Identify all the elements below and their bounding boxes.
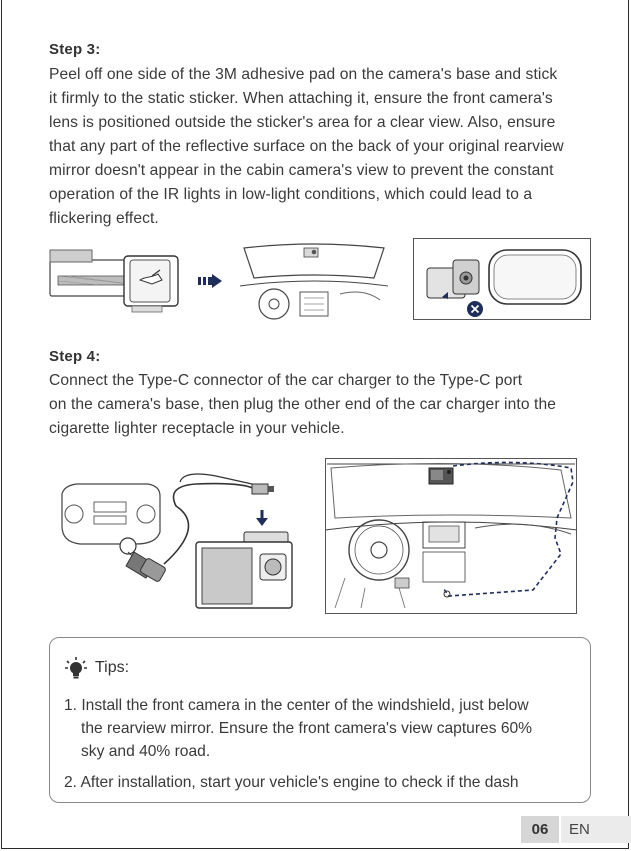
tip-item: [64, 771, 584, 794]
tips-header: [65, 656, 129, 680]
step-4-line: on the camera's base, then plug the other end of the car charger into the: [49, 396, 556, 413]
tip-item: [64, 694, 584, 763]
tips-box: [49, 637, 591, 803]
page-number: 06: [521, 816, 559, 843]
step-4-title: Step 4:: [49, 348, 101, 365]
step-4-line: cigarette lighter receptacle in your vehicle.: [49, 420, 345, 437]
step-3-title: Step 3:: [49, 41, 101, 58]
tips-list: [64, 694, 584, 802]
step-4-text: [49, 369, 609, 441]
camera-adhesive-illustration: [48, 248, 183, 314]
step-3-line: operation of the IR lights in low-light conditions, which could lead to a: [49, 186, 533, 203]
tip-line: 1. Install the front camera in the center of the windshield, just below: [64, 697, 529, 714]
step-3-line: lens is positioned outside the sticker's area for a clear view. Also, ensure: [49, 114, 556, 131]
step-3-line: that any part of the reflective surface on the back of your original rearview: [49, 138, 564, 155]
step-4-line: Connect the Type-C connector of the car charger to the Type-C port: [49, 372, 523, 389]
tip-line: sky and 40% road.: [81, 743, 211, 760]
language-label: EN: [561, 816, 631, 843]
tip-line: 2. After installation, start your vehicle's engine to check if the dash: [64, 774, 519, 791]
tip-line: the rearview mirror. Ensure the front camera's view captures 60%: [81, 720, 533, 737]
step-3-line: flickering effect.: [49, 210, 159, 227]
step-3-line: Peel off one side of the 3M adhesive pad on the camera's base and stick: [49, 66, 558, 83]
car-charger-illustration: [56, 466, 306, 612]
right-arrow-icon: [198, 274, 222, 288]
cabin-cable-route-illustration: [325, 458, 577, 614]
lightbulb-icon: [65, 656, 87, 680]
page-footer: [521, 816, 631, 843]
step-3-text: [49, 63, 609, 231]
step-3-line: it firmly to the static sticker. When attaching it, ensure the front camera's: [49, 90, 553, 107]
rearview-mirror-illustration: [413, 238, 591, 320]
x-mark-icon: [466, 300, 484, 318]
windshield-interior-illustration: [240, 242, 388, 324]
tips-title: Tips:: [95, 659, 130, 676]
step-3-line: mirror doesn't appear in the cabin camera's view to prevent the constant: [49, 162, 554, 179]
